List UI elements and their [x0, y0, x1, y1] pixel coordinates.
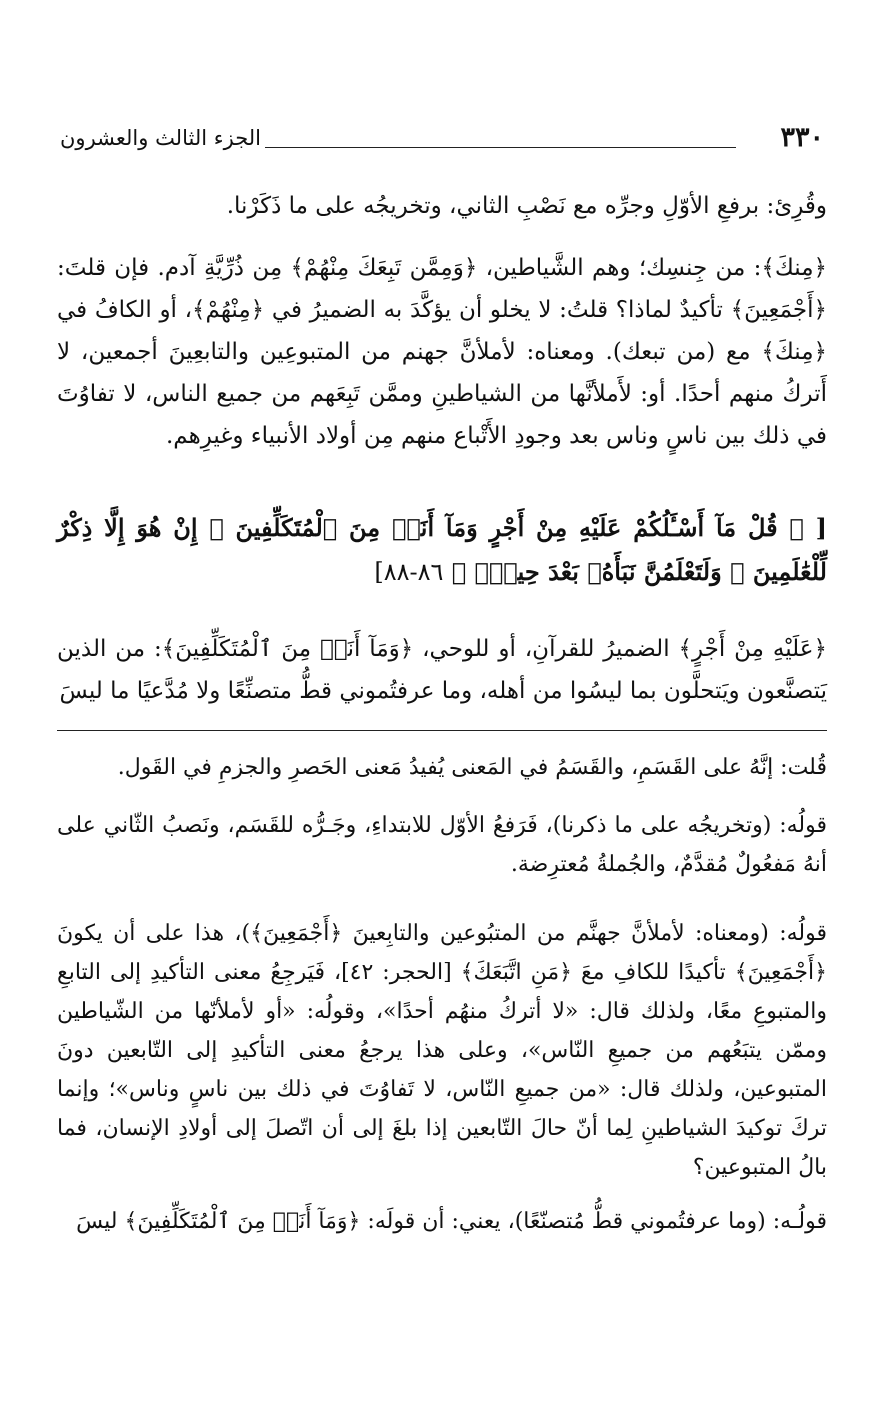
footnote-3: قولُه: (ومعناه: لأملأنَّ جهنَّم من المتبُوعين والتابِعينَ ﴿أَجْمَعِينَ﴾)، هذا على أن يكونَ ﴿أَجْمَعِينَ﴾ تأكيدًا للكافِ معَ ﴿مَنِ اتَّبَعَكَ﴾ [الحجر: ٤٢]، فَيَرجِعُ معنى التأكيدِ إلى التابعِ والمتبوعِ معًا، ولذلك قال: «لا أتركُ منهُم أحدًا»، وقولُه: «أو لأملأنّها من الشّياطين وممّن يتبَعُهم من جميعِ النّاس»، وعلى هذا يرجعُ معنى التأكيدِ إلى التّابعين دونَ المتبوعين، ولذلك قال: «من جميعِ النّاس، لا تَفاوُتَ في ذلك بين ناسٍ وناس»؛ وإنما تركَ توكيدَ الشياطينِ لِما أنّ حالَ التّابعين إذا بلغَ إلى أن اتّصلَ إلى أولادِ الإنسان، فما بالُ المتبوعين؟ — [57, 921, 827, 1180]
quran-verse — [57, 506, 827, 594]
page-number: ٣٣٠ — [780, 122, 824, 153]
footnote-2: قولُه: (وتخريجُه على ما ذكرنا)، فَرَفعُ الأوّل للابتداءِ، وجَـرُّه للقَسَم، ونَصبُ الثّاني على أنهُ مَفعُولٌ مُقدَّمٌ، والجُملةُ مُعترِضة. — [57, 813, 827, 877]
volume-title: الجزء الثالث والعشرون — [60, 126, 261, 150]
footnote-separator — [57, 730, 827, 731]
page-header — [60, 122, 824, 162]
main-paragraph-commentary: ﴿مِنكَ﴾: من جِنسِك؛ وهم الشَّياطين، ﴿وَمِمَّن تَبِعَكَ مِنْهُمْ﴾ مِن ذُرِّيَّةِ آدم. فإن قلتَ: ﴿أَجْمَعِينَ﴾ تأكيدٌ لماذا؟ قلتُ: لا يخلو أن يؤكَّدَ به الضميرُ في ﴿مِنْهُمْ﴾، أو الكافُ في ﴿مِنكَ﴾ مع (من تبعك). ومعناه: لأملأنَّ جهنم من المتبوعِين والتابعِينَ أجمعين، لا أَتركُ منهم أحدًا. أو: لأَملأنَّها من الشياطينِ وممَّن تَبِعَهم من جميع الناس، لا تفاوُتَ في ذلك بين ناسٍ وناس بعد وجودِ الأَتْباع منهم مِن أولاد الأنبياء وغيرِهم. — [57, 255, 827, 449]
header-rule — [265, 147, 736, 148]
main-paragraph-verse-commentary: ﴿عَلَيْهِ مِنْ أَجْرٍ﴾ الضميرُ للقرآنِ، أو للوحي، ﴿وَمَآ أَنَا۠ مِنَ ٱلْمُتَكَلِّفِينَ﴾: من الذين يَتصنَّعون ويَتحلَّون بما ليسُوا من أهله، وما عرفتُموني قطُّ متصنِّعًا ولا مُدَّعيًا ما ليسَ — [57, 636, 827, 704]
verse-reference: ٨٦-٨٨] — [374, 558, 444, 586]
main-paragraph-reading: وقُرِئ: برفعِ الأوّلِ وجرِّه مع نَصْبِ الثاني، وتخريجُه على ما ذَكَرْنا. — [226, 193, 827, 219]
verse-text: [ ﴿ قُلْ مَآ أَسْـَٔلُكُمْ عَلَيْهِ مِنْ أَجْرٍ وَمَآ أَنَا۠ مِنَ ٱلْمُتَكَلِّفِينَ ۞ إِنْ هُوَ إِلَّا ذِكْرٌ لِّلْعَٰلَمِينَ ۞ وَلَتَعْلَمُنَّ نَبَأَهُۥ بَعْدَ حِينٍۭ ﴾ — [57, 513, 827, 586]
footnote-4: قولُـه: (وما عرفتُموني قطُّ مُتصنّعًا)، يعني: أن قولَه: ﴿وَمَآ أَنَا۠ مِنَ ٱلْمُتَكَلِّفِينَ﴾ ليسَ — [76, 1209, 827, 1234]
footnote-1: قُلت: إنَّهُ على القَسَمِ، والقَسَمُ في المَعنى يُفيدُ مَعنى الحَصرِ والجزمِ في القَول. — [117, 755, 827, 780]
